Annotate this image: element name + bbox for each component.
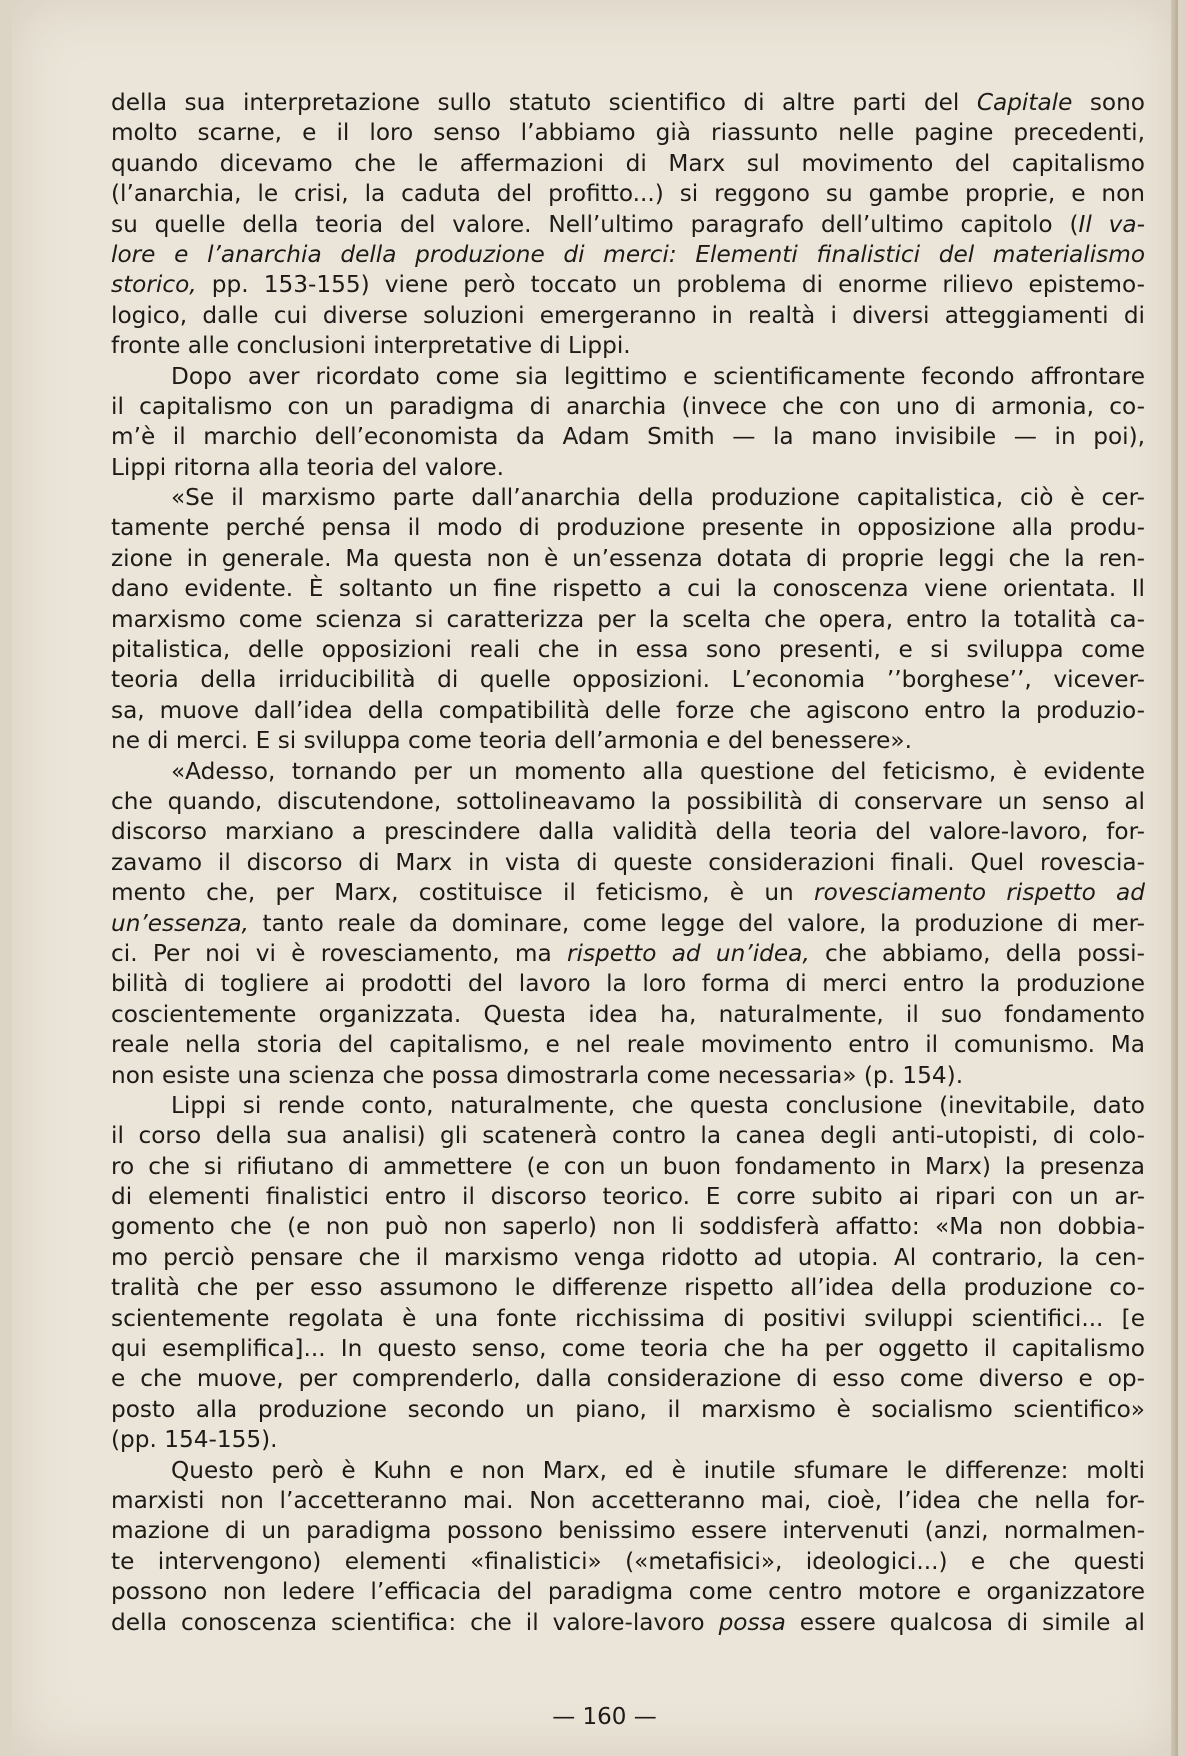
text-line [111, 1486, 1145, 1516]
text-segment: dano evidente. È soltanto un fine rispetto a cui la conoscenza viene orientata. Il [111, 575, 1145, 603]
text-line [111, 331, 1145, 361]
text-segment: sono [1072, 89, 1145, 116]
text-line [111, 696, 1145, 726]
text-segment: logico, dalle cui diverse soluzioni emergeranno in realtà i diversi atteggiamenti di [111, 301, 1145, 329]
text-line [111, 1425, 1145, 1455]
text-line [111, 909, 1145, 939]
text-line [111, 1608, 1145, 1638]
text-line [111, 422, 1145, 452]
text-line [111, 848, 1145, 878]
italic-text: rispetto ad un’idea, [567, 939, 810, 967]
text-line [111, 1304, 1145, 1334]
text-line [111, 1091, 1145, 1121]
text-segment: discorso marxiano a prescindere dalla validità della teoria del valore-lavoro, for- [111, 818, 1145, 846]
text-line [111, 1547, 1145, 1577]
text-segment: coscientemente organizzata. Questa idea ha, naturalmente, il suo fondamento [111, 1000, 1145, 1028]
text-segment: Questo però è Kuhn e non Marx, ed è inutile sfumare le differenze: molti [171, 1456, 1145, 1484]
text-line [111, 939, 1145, 969]
text-line [111, 240, 1145, 270]
text-line [111, 210, 1145, 240]
text-line [111, 544, 1145, 574]
text-segment: non esiste una scienza che possa dimostrarla come necessaria» (p. 154). [111, 1061, 964, 1089]
text-line [111, 635, 1145, 665]
text-segment: ne di merci. E si sviluppa come teoria dell’armonia e del benessere». [111, 727, 912, 755]
text-line [111, 1152, 1145, 1182]
text-line [111, 453, 1145, 483]
text-segment: pp. 153-155) viene però toccato un problema di enorme rilievo epistemo- [196, 271, 1145, 299]
text-segment: scientemente regolata è una fonte ricchissima di positivi sviluppi scientifici... [e [111, 1304, 1145, 1332]
text-segment: tanto reale da dominare, come legge del valore, la produzione di mer- [248, 909, 1145, 937]
text-line [111, 1212, 1145, 1242]
text-segment: (pp. 154-155). [111, 1426, 278, 1454]
text-segment: essere qualcosa di simile al [785, 1608, 1145, 1636]
text-segment: bilità di togliere ai prodotti del lavoro la loro forma di merci entro la produzione [111, 970, 1145, 998]
text-segment: sa, muove dall’idea della compatibilità delle forze che agiscono entro la produzio- [111, 696, 1145, 724]
text-segment: marxisti non l’accetteranno mai. Non accetteranno mai, cioè, l’idea che nella for- [111, 1486, 1145, 1514]
text-segment: mo perciò pensare che il marxismo venga ridotto ad utopia. Al contrario, la cen- [111, 1243, 1145, 1271]
text-segment: gomento che (e non può non saperlo) non li soddisferà affatto: «Ma non dobbia- [111, 1213, 1145, 1241]
text-segment: e che muove, per comprenderlo, dalla considerazione di esso come diverso e op- [111, 1365, 1145, 1393]
body-text [111, 88, 1145, 1638]
italic-text: Il va- [1078, 210, 1145, 238]
text-segment: mazione di un paradigma possono benissimo essere intervenuti (anzi, normalmen- [111, 1517, 1145, 1545]
page-number: — 160 — [552, 1704, 657, 1730]
text-segment: teoria della irriducibilità di quelle opposizioni. L’economia ’’borghese’’, vicever- [111, 666, 1145, 694]
text-segment: tralità che per esso assumono le differenze rispetto all’idea della produzione co- [111, 1274, 1145, 1302]
text-line [111, 1364, 1145, 1394]
text-line [111, 1243, 1145, 1273]
text-line [111, 1456, 1145, 1486]
text-segment: della sua interpretazione sullo statuto scientifico di altre parti del [111, 89, 977, 116]
text-segment: reale nella storia del capitalismo, e nel reale movimento entro il comunismo. Ma [111, 1031, 1145, 1059]
text-segment: possono non ledere l’efficacia del paradigma come centro motore e organizzatore [111, 1578, 1145, 1606]
text-line [111, 574, 1145, 604]
text-segment: «Adesso, tornando per un momento alla questione del feticismo, è evidente [171, 757, 1145, 785]
text-segment: tamente perché pensa il modo di produzione presente in opposizione alla produ- [111, 514, 1145, 542]
text-line [111, 605, 1145, 635]
italic-text: un’essenza, [111, 909, 249, 937]
text-line [111, 1030, 1145, 1060]
text-segment: pitalistica, delle opposizioni reali che in essa sono presenti, e si sviluppa come [111, 636, 1145, 664]
text-segment: su quelle della teoria del valore. Nell’ultimo paragrafo dell’ultimo capitolo ( [111, 210, 1079, 238]
text-line [111, 1273, 1145, 1303]
text-line [111, 969, 1145, 999]
text-segment: quando dicevamo che le affermazioni di Marx sul movimento del capitalismo [111, 149, 1145, 177]
text-segment: marxismo come scienza si caratterizza per la scelta che opera, entro la totalità ca- [111, 605, 1145, 633]
text-line [111, 392, 1145, 422]
text-segment: posto alla produzione secondo un piano, il marxismo è socialismo scientifico» [111, 1395, 1145, 1423]
text-segment: qui esemplifica]... In questo senso, come teoria che ha per oggetto il capitalismo [111, 1335, 1145, 1363]
text-segment: il capitalismo con un paradigma di anarchia (invece che con uno di armonia, co- [111, 392, 1145, 420]
text-segment: te intervengono) elementi «finalistici» («metafisici», ideologici...) e che questi [111, 1547, 1145, 1575]
text-line [111, 88, 1145, 118]
text-segment: il corso della sua analisi) gli scatenerà contro la canea degli anti-utopisti, di colo- [111, 1122, 1145, 1150]
text-segment: (l’anarchia, le crisi, la caduta del profitto...) si reggono su gambe proprie, e non [111, 180, 1145, 208]
text-segment: mento che, per Marx, costituisce il feticismo, è un [111, 879, 815, 907]
italic-text: rovesciamento rispetto ad [814, 879, 1145, 907]
text-segment: m’è il marchio dell’economista da Adam Smith — la mano invisibile — in poi), [111, 423, 1145, 451]
text-segment: ro che si rifiutano di ammettere (e con un buon fondamento in Marx) la presenza [111, 1152, 1145, 1180]
text-line [111, 1516, 1145, 1546]
text-line [111, 1121, 1145, 1151]
text-line [111, 787, 1145, 817]
text-line [111, 1000, 1145, 1030]
italic-text: lore e l’anarchia della produzione di merci: Elementi finalistici del materialismo [111, 240, 1145, 268]
text-line [111, 179, 1145, 209]
text-line [111, 1334, 1145, 1364]
text-line [111, 1577, 1145, 1607]
text-line [111, 149, 1145, 179]
text-segment: Lippi ritorna alla teoria del valore. [111, 453, 505, 481]
italic-text: Capitale [976, 89, 1073, 116]
text-segment: di elementi finalistici entro il discorso teorico. E corre subito ai ripari con un ar- [111, 1183, 1145, 1211]
text-line [111, 757, 1145, 787]
text-segment: fronte alle conclusioni interpretative di Lippi. [111, 332, 631, 360]
text-line [111, 1395, 1145, 1425]
text-line [111, 362, 1145, 392]
text-segment: che quando, discutendone, sottolineavamo la possibilità di conservare un senso al [111, 787, 1145, 815]
text-segment: «Se il marxismo parte dall’anarchia della produzione capitalistica, ciò è cer- [171, 484, 1145, 512]
text-line [111, 270, 1145, 300]
text-line [111, 1182, 1145, 1212]
text-line [111, 878, 1145, 908]
italic-text: storico, [111, 271, 197, 299]
text-segment: della conoscenza scientifica: che il valore-lavoro [111, 1608, 719, 1636]
text-segment: Lippi si rende conto, naturalmente, che questa conclusione (inevitabile, dato [171, 1091, 1145, 1119]
text-segment: Dopo aver ricordato come sia legittimo e scientificamente fecondo affrontare [171, 362, 1145, 390]
text-line [111, 513, 1145, 543]
text-line [111, 1061, 1145, 1091]
italic-text: possa [718, 1608, 786, 1636]
text-line [111, 483, 1145, 513]
text-segment: ci. Per noi vi è rovesciamento, ma [111, 939, 567, 967]
page-edge [1171, 0, 1178, 1756]
text-line [111, 726, 1145, 756]
text-segment: zione in generale. Ma questa non è un’essenza dotata di proprie leggi che la ren- [111, 544, 1145, 572]
text-line [111, 665, 1145, 695]
book-page [12, 0, 1178, 1756]
text-segment: zavamo il discorso di Marx in vista di queste considerazioni finali. Quel rovescia- [111, 848, 1145, 876]
text-line [111, 118, 1145, 148]
text-line [111, 817, 1145, 847]
text-segment: molto scarne, e il loro senso l’abbiamo già riassunto nelle pagine precedenti, [111, 119, 1145, 147]
text-segment: che abbiamo, della possi- [809, 939, 1145, 967]
text-line [111, 301, 1145, 331]
